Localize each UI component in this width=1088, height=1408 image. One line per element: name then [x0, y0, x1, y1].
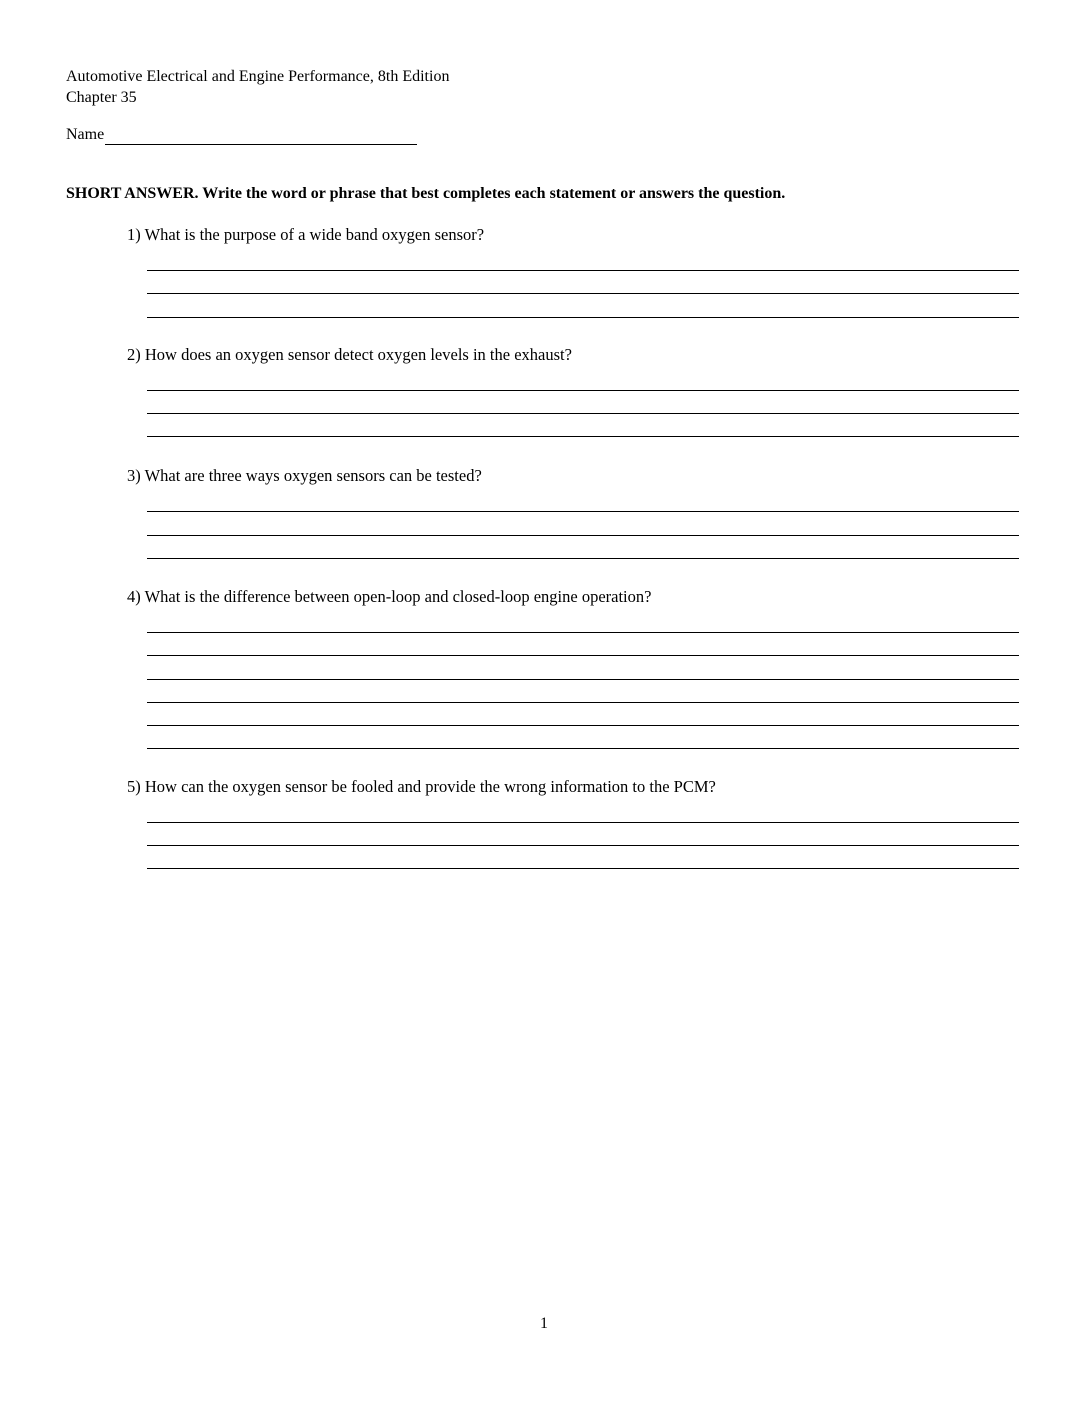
section-instructions: SHORT ANSWER. Write the word or phrase that best completes each statement or answers the question. — [66, 185, 786, 202]
answer-line[interactable] — [147, 868, 1019, 869]
question-prompt: What is the purpose of a wide band oxygen sensor? — [144, 225, 485, 244]
question-3 — [127, 466, 1019, 486]
question-number: 1) — [127, 225, 141, 244]
question-1 — [127, 225, 1019, 245]
answer-line[interactable] — [147, 270, 1019, 271]
question-prompt: What is the difference between open-loop and closed-loop engine operation? — [144, 587, 652, 606]
answer-line[interactable] — [147, 511, 1019, 512]
question-prompt: How does an oxygen sensor detect oxygen levels in the exhaust? — [144, 345, 572, 364]
answer-line[interactable] — [147, 679, 1019, 680]
answer-line[interactable] — [147, 293, 1019, 294]
question-4 — [127, 587, 1019, 607]
question-text — [127, 466, 1019, 486]
answer-line[interactable] — [147, 436, 1019, 437]
page-number: 1 — [540, 1315, 548, 1332]
question-number: 3) — [127, 466, 141, 485]
answer-line[interactable] — [147, 413, 1019, 414]
question-number: 2) — [127, 345, 141, 364]
question-text — [127, 345, 1019, 365]
answer-line[interactable] — [147, 748, 1019, 749]
question-prompt: How can the oxygen sensor be fooled and provide the wrong information to the PCM? — [144, 777, 716, 796]
name-field — [66, 124, 417, 145]
question-text — [127, 587, 1019, 607]
answer-line[interactable] — [147, 390, 1019, 391]
answer-line[interactable] — [147, 632, 1019, 633]
question-text — [127, 225, 1019, 245]
name-input-line[interactable] — [105, 125, 417, 145]
book-title: Automotive Electrical and Engine Performance, 8th Edition — [66, 68, 450, 85]
question-5 — [127, 777, 1019, 797]
answer-line[interactable] — [147, 702, 1019, 703]
question-text — [127, 777, 1019, 797]
answer-line[interactable] — [147, 725, 1019, 726]
answer-line[interactable] — [147, 655, 1019, 656]
question-number: 4) — [127, 587, 141, 606]
chapter-label: Chapter 35 — [66, 89, 137, 106]
answer-line[interactable] — [147, 535, 1019, 536]
question-2 — [127, 345, 1019, 365]
question-prompt: What are three ways oxygen sensors can be tested? — [144, 466, 482, 485]
name-label: Name — [66, 126, 105, 143]
question-number: 5) — [127, 777, 141, 796]
answer-line[interactable] — [147, 822, 1019, 823]
document-header — [66, 66, 449, 108]
answer-line[interactable] — [147, 558, 1019, 559]
answer-line[interactable] — [147, 317, 1019, 318]
answer-line[interactable] — [147, 845, 1019, 846]
